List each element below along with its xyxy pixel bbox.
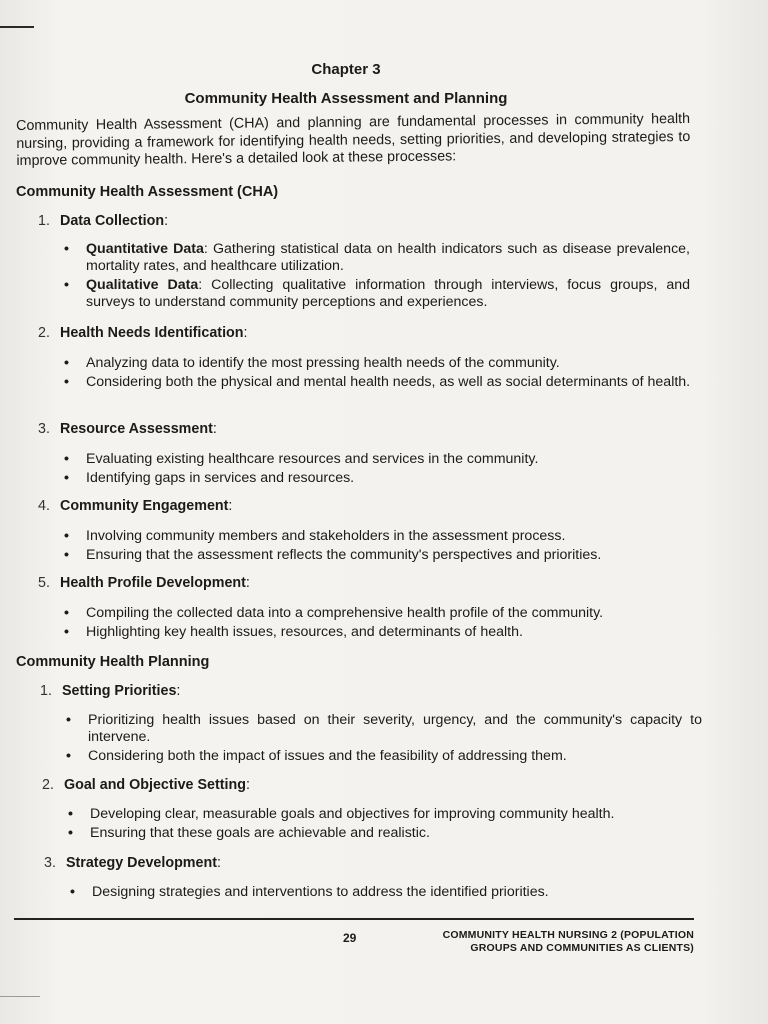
bullet-dot: •: [64, 355, 69, 371]
section-heading-cha: Community Health Assessment (CHA): [16, 184, 279, 200]
footer-line-2: GROUPS AND COMMUNITIES AS CLIENTS): [470, 942, 694, 954]
bullet-item: [64, 470, 604, 487]
bullet-dot: •: [64, 470, 69, 486]
item-label: Community Engagement: [60, 498, 229, 514]
label-colon: :: [212, 421, 217, 437]
item-number: 3.: [44, 855, 56, 871]
label-colon: :: [176, 683, 181, 699]
bullet-text: Prioritizing health issues based on their severity, urgency, and the community's capacity to intervene.: [88, 712, 702, 745]
bullet-text: Considering both the physical and mental health needs, as well as social determinants of health.: [86, 374, 691, 390]
bullet-item: [70, 884, 610, 901]
bullet-dot: •: [64, 451, 69, 467]
page-number: 29: [343, 931, 357, 945]
bullet-item: [68, 806, 668, 823]
bullet-bold-term: Quantitative Data: [86, 241, 204, 257]
bullet-dot: •: [68, 806, 73, 822]
chp-item-1-bullets: [66, 712, 702, 767]
bullet-text: Ensuring that these goals are achievable and realistic.: [90, 825, 430, 841]
bullet-dot: •: [70, 884, 75, 900]
bottom-mark: [0, 996, 40, 997]
chp-item-1-heading: [40, 683, 180, 699]
corner-mark: [0, 26, 34, 28]
bullet-item: [64, 547, 644, 564]
label-colon: :: [245, 777, 250, 793]
footer-rule: [14, 918, 694, 920]
bullet-text: Analyzing data to identify the most pressing health needs of the community.: [86, 355, 560, 371]
item-number: 4.: [38, 498, 50, 514]
section-heading-chp: Community Health Planning: [16, 654, 210, 670]
item-label: Setting Priorities: [62, 683, 177, 699]
bullet-item: [64, 528, 644, 545]
bullet-text: Involving community members and stakeholders in the assessment process.: [86, 528, 566, 544]
item-number: 3.: [38, 421, 50, 437]
chp-item-2-heading: [42, 777, 250, 793]
intro-paragraph: Community Health Assessment (CHA) and planning are fundamental processes in community health nursing, providing a framework for identifying health needs, setting priorities, and developing strategies to improve community health. Here's a detailed look at these processes:: [16, 110, 691, 169]
cha-item-4-heading: [38, 498, 232, 514]
item-label: Health Needs Identification: [60, 325, 244, 341]
bullet-item: [64, 374, 692, 391]
bullet-dot: •: [66, 712, 71, 728]
item-label: Strategy Development: [66, 855, 217, 871]
item-number: 2.: [42, 777, 54, 793]
bullet-dot: •: [64, 241, 69, 257]
label-colon: :: [216, 855, 221, 871]
cha-item-3-heading: [38, 421, 217, 437]
bullet-dot: •: [64, 605, 69, 621]
bullet-text: : Collecting qualitative information through interviews, focus groups, and surveys to understand community perceptions and experiences.: [86, 277, 690, 310]
bullet-dot: •: [64, 624, 69, 640]
cha-item-5-heading: [38, 575, 250, 591]
chp-item-3-bullets: [70, 884, 610, 903]
bullet-text: Compiling the collected data into a comprehensive health profile of the community.: [86, 605, 604, 621]
bullet-item: [66, 748, 702, 765]
footer-running-title: [443, 929, 694, 955]
label-colon: :: [245, 575, 250, 591]
item-number: 1.: [38, 213, 50, 229]
bullet-dot: •: [66, 748, 71, 764]
bullet-text: : Gathering statistical data on health indicators such as disease prevalence, mortality rates, and healthcare utilization.: [86, 241, 691, 274]
bullet-item: [64, 355, 692, 372]
bullet-item: [64, 624, 684, 641]
bullet-text: Evaluating existing healthcare resources and services in the community.: [86, 451, 539, 467]
item-number: 2.: [38, 325, 50, 341]
bullet-text: Ensuring that the assessment reflects the community's perspectives and priorities.: [86, 547, 602, 563]
bullet-item: [64, 451, 604, 468]
label-colon: :: [164, 213, 169, 229]
bullet-dot: •: [64, 277, 69, 293]
chp-item-3-heading: [44, 855, 221, 871]
cha-item-1-heading: [38, 213, 168, 229]
item-label: Goal and Objective Setting: [64, 777, 246, 793]
label-colon: :: [228, 498, 233, 514]
bullet-item: [64, 605, 684, 622]
chapter-label: Chapter 3: [311, 61, 381, 78]
item-number: 1.: [40, 683, 52, 699]
item-label: Resource Assessment: [60, 421, 213, 437]
bullet-dot: •: [68, 825, 73, 841]
cha-item-1-bullets: [64, 241, 690, 313]
bullet-dot: •: [64, 547, 69, 563]
cha-item-2-heading: [38, 325, 248, 341]
bullet-text: Highlighting key health issues, resources, and determinants of health.: [86, 624, 523, 640]
bullet-dot: •: [64, 528, 69, 544]
page-title: Community Health Assessment and Planning: [184, 90, 508, 107]
bullet-text: Developing clear, measurable goals and objectives for improving community health.: [90, 806, 615, 822]
cha-item-5-bullets: [64, 605, 684, 643]
item-label: Data Collection: [60, 213, 165, 229]
cha-item-2-bullets: [64, 355, 692, 393]
bullet-text: Considering both the impact of issues and the feasibility of addressing them.: [88, 748, 567, 764]
item-label: Health Profile Development: [60, 575, 246, 591]
chp-item-2-bullets: [68, 806, 668, 844]
bullet-item: [64, 241, 690, 275]
bullet-item: [68, 825, 668, 842]
footer-line-1: COMMUNITY HEALTH NURSING 2 (POPULATION: [442, 929, 694, 941]
bullet-item: [66, 712, 702, 746]
cha-item-4-bullets: [64, 528, 644, 566]
bullet-dot: •: [64, 374, 69, 390]
bullet-bold-term: Qualitative Data: [86, 277, 199, 293]
bullet-text: Designing strategies and interventions to address the identified priorities.: [92, 884, 549, 900]
label-colon: :: [243, 325, 248, 341]
bullet-text: Identifying gaps in services and resources.: [86, 470, 355, 486]
item-number: 5.: [38, 575, 50, 591]
bullet-item: [64, 277, 690, 311]
cha-item-3-bullets: [64, 451, 604, 489]
